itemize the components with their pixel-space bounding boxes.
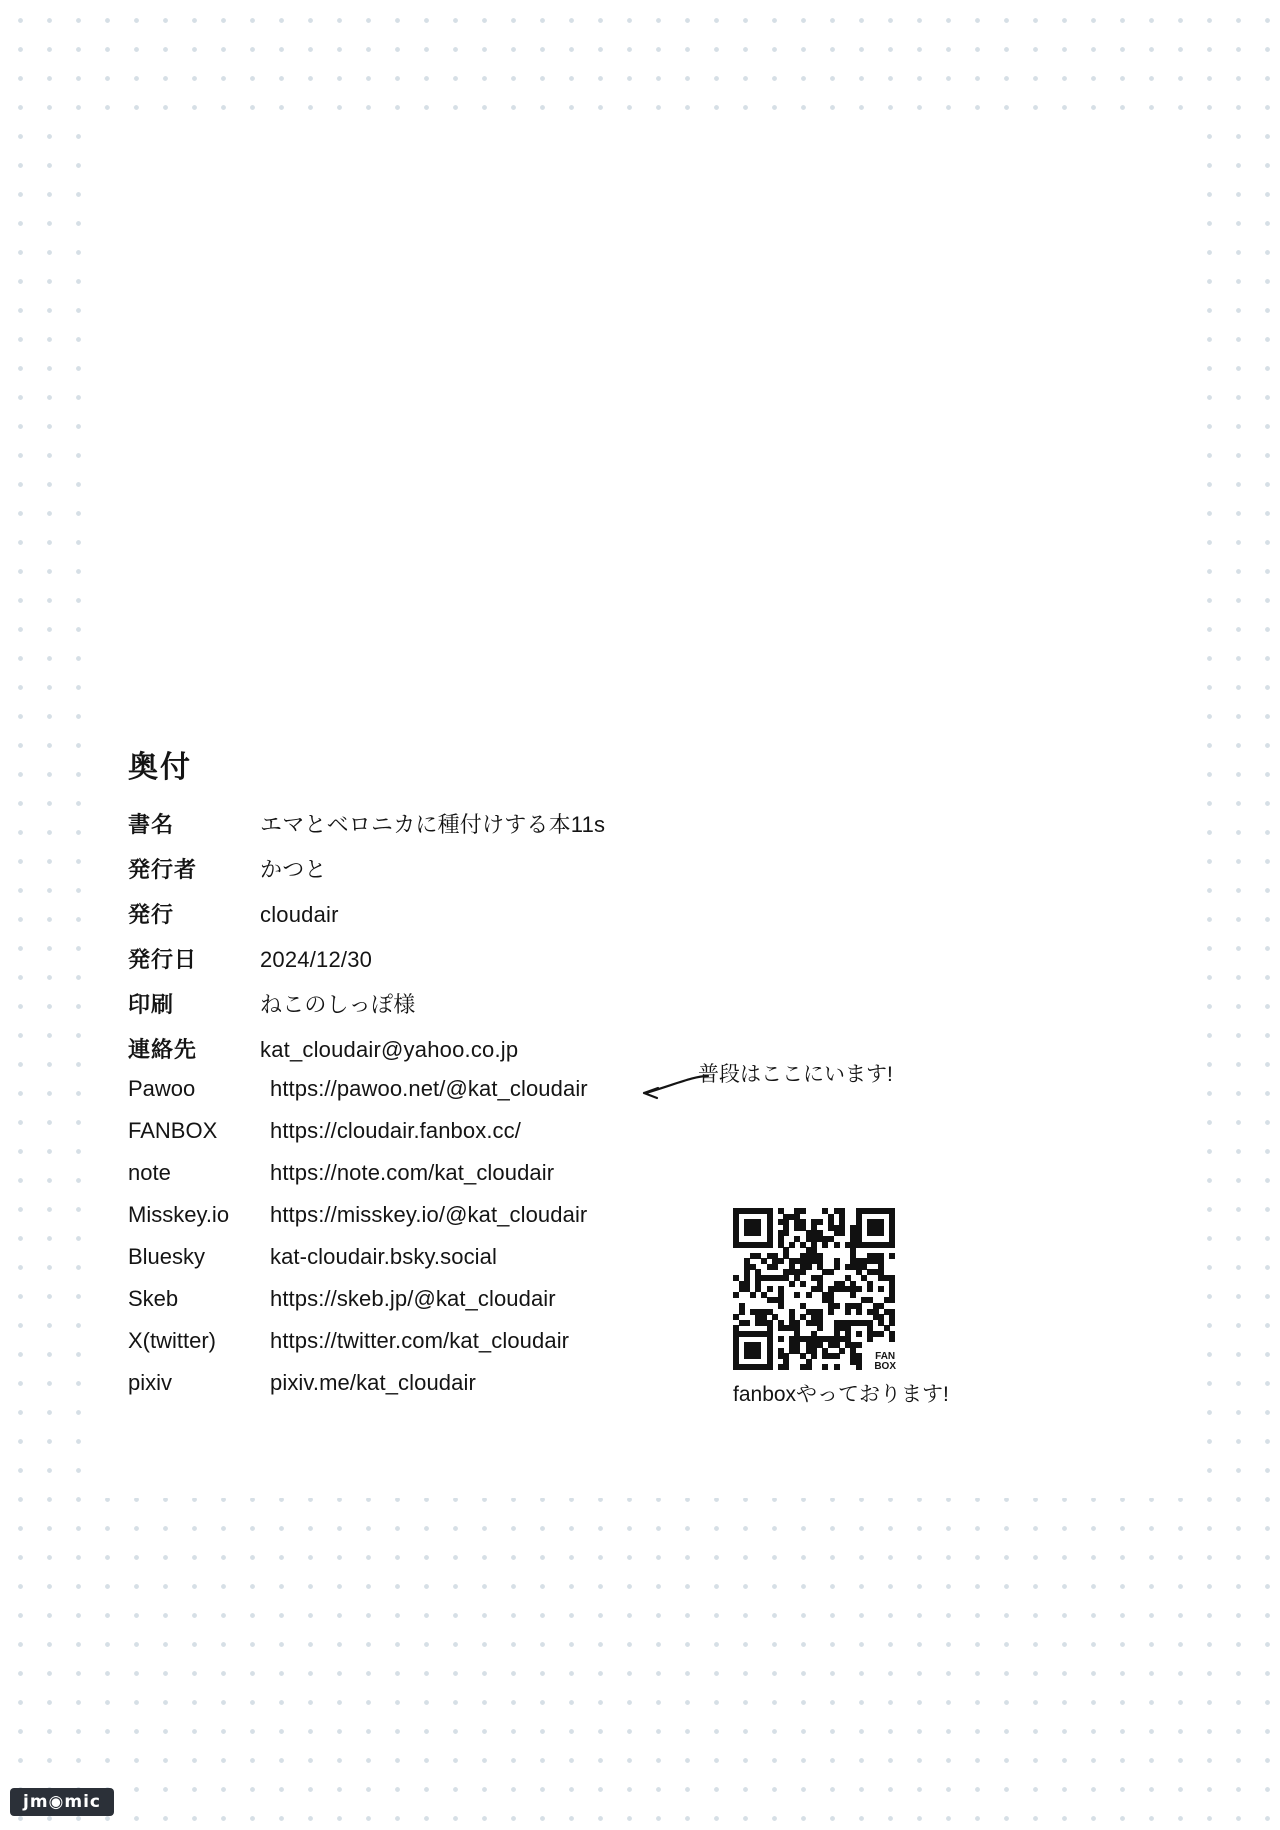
qr-code[interactable] [733,1208,895,1370]
annotation-text: 普段はここにいます! [698,1063,893,1086]
link-site-name: X(twitter) [128,1328,216,1353]
info-value: エマとベロニカに種付けする本11s [260,812,606,837]
info-label: 書名 [128,812,175,837]
list-item [128,1118,588,1160]
link-site-name: Misskey.io [128,1202,230,1227]
link-site-name: Bluesky [128,1244,206,1269]
info-label: 連絡先 [128,1037,198,1062]
list-item [128,1076,588,1118]
qr-code-canvas[interactable] [733,1208,895,1370]
list-item [128,1286,588,1328]
link-url[interactable]: https://skeb.jp/@kat_cloudair [270,1286,556,1311]
publication-info-table [128,808,605,1078]
table-row [128,853,605,898]
link-url[interactable]: pixiv.me/kat_cloudair [270,1370,476,1395]
info-value: 2024/12/30 [260,947,373,972]
qr-badge-line1: FAN [875,1351,896,1362]
link-url[interactable]: https://pawoo.net/@kat_cloudair [270,1076,588,1101]
info-label: 発行 [128,902,175,927]
watermark-text: jm◉mic [23,1792,101,1812]
list-item [128,1328,588,1370]
link-url[interactable]: https://note.com/kat_cloudair [270,1160,555,1185]
link-url[interactable]: https://misskey.io/@kat_cloudair [270,1202,588,1227]
qr-badge-line2: BOX [874,1361,896,1372]
page-title: 奥付 [128,751,192,784]
info-label: 発行者 [128,857,198,882]
qr-caption: fanboxやっております! [733,1383,949,1406]
link-url[interactable]: https://cloudair.fanbox.cc/ [270,1118,521,1143]
link-site-name: note [128,1160,171,1185]
site-watermark [10,1788,114,1816]
table-row [128,1033,605,1078]
link-site-name: FANBOX [128,1118,218,1143]
annotation-group [640,1058,960,1114]
list-item [128,1160,588,1202]
list-item [128,1370,588,1412]
info-value: cloudair [260,902,339,927]
table-row [128,943,605,988]
qr-center-badge [871,1350,899,1374]
social-links-table [128,1076,588,1412]
list-item [128,1202,588,1244]
info-value-email: kat_cloudair@yahoo.co.jp [260,1037,519,1062]
table-row [128,808,605,853]
list-item [128,1244,588,1286]
link-site-name: pixiv [128,1370,173,1395]
info-value: かつと [260,857,327,882]
info-value: ねこのしっぽ様 [260,992,416,1017]
info-label: 印刷 [128,992,175,1017]
table-row [128,898,605,943]
table-row [128,988,605,1033]
info-label: 発行日 [128,947,198,972]
link-url[interactable]: https://twitter.com/kat_cloudair [270,1328,570,1353]
link-url[interactable]: kat-cloudair.bsky.social [270,1244,497,1269]
link-site-name: Skeb [128,1286,179,1311]
link-site-name: Pawoo [128,1076,196,1101]
